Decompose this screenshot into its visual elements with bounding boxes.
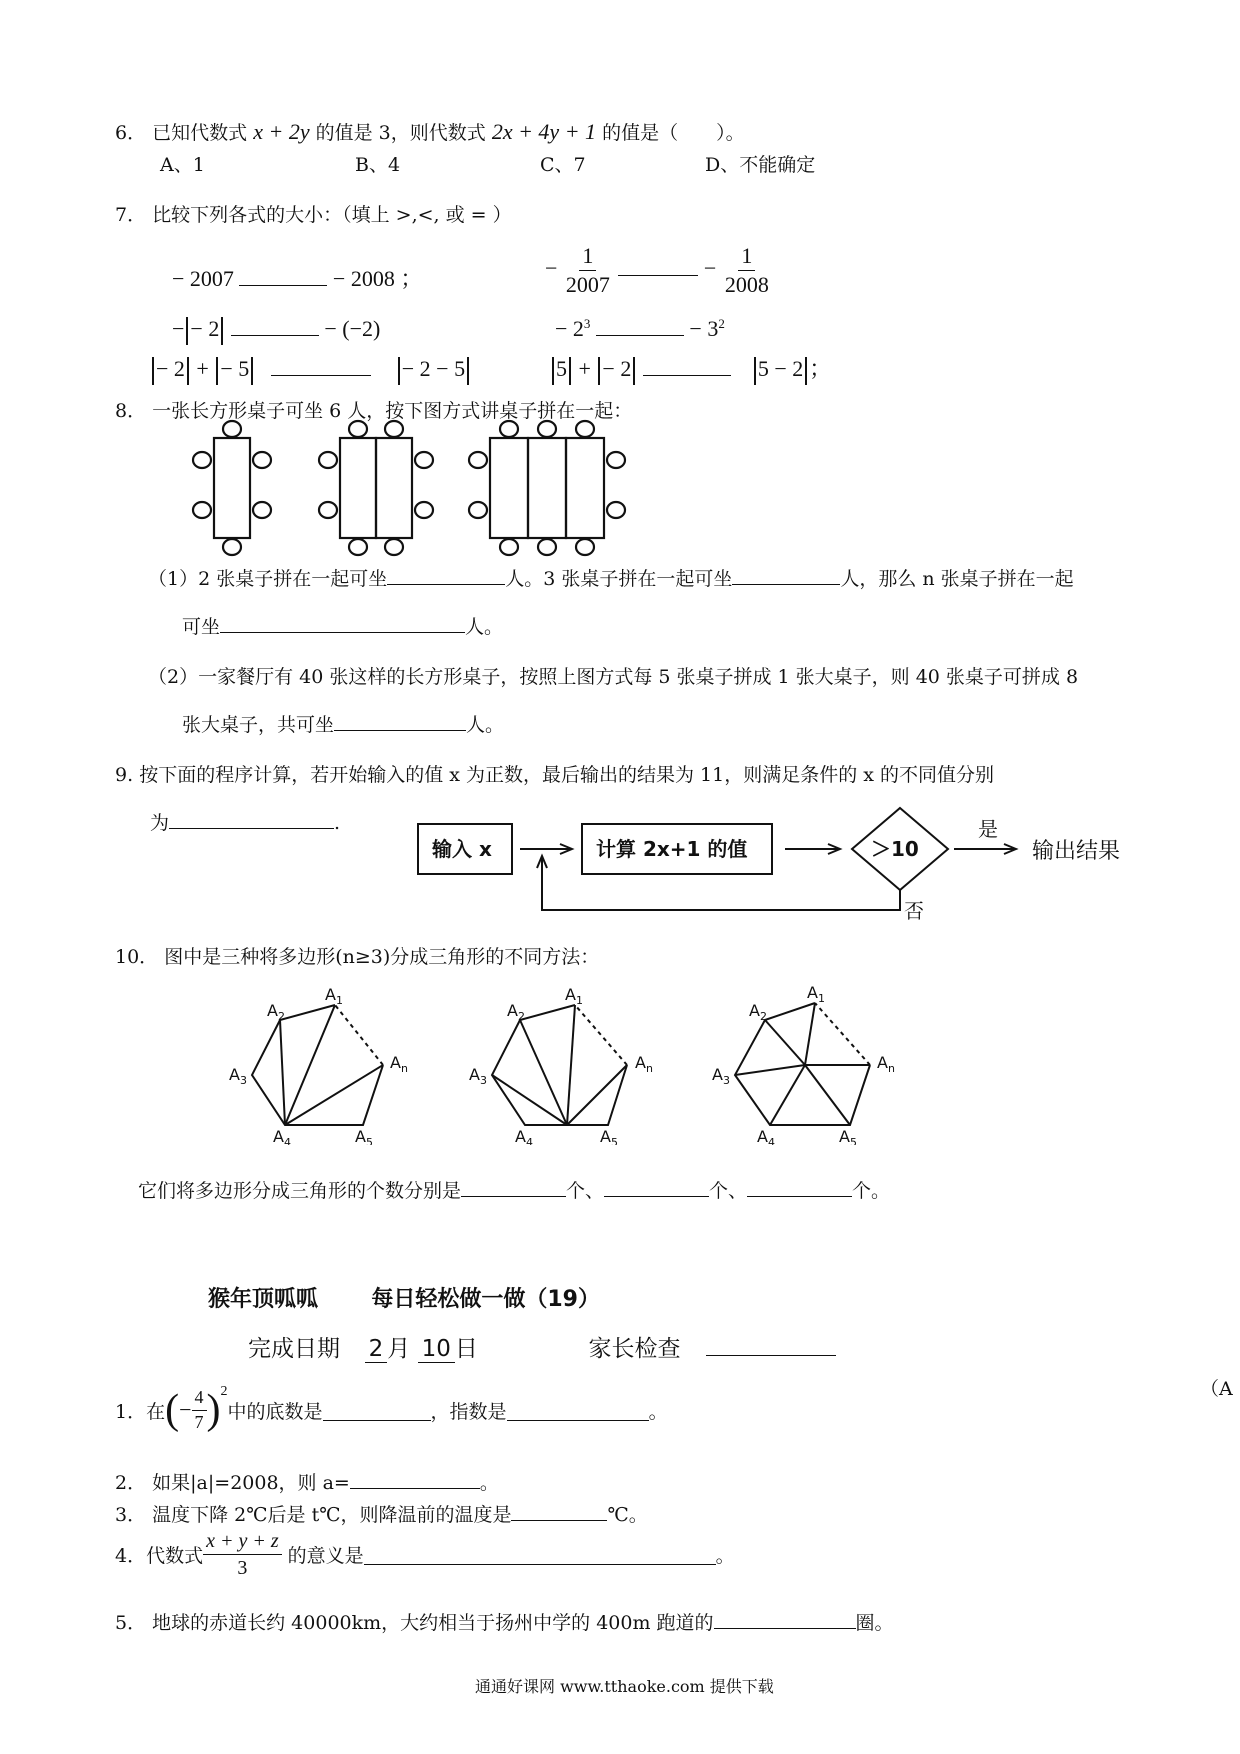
- s1-frac-den: 7: [194, 1411, 204, 1432]
- q9-blank[interactable]: [169, 808, 334, 829]
- label-a2: $A_2$: [749, 1001, 767, 1023]
- q7-row1-left: [172, 262, 422, 293]
- abs-bar: [186, 317, 188, 345]
- q7-frac-2008-den: 2008: [724, 272, 769, 298]
- q6-option-c: C、7: [540, 154, 586, 176]
- polygon-outline: [252, 1005, 383, 1125]
- label-a1: $A_1$: [807, 983, 825, 1005]
- q7-r3plus-2: +: [578, 356, 591, 382]
- q8-part2-line1: [148, 662, 1078, 689]
- s1-pre: 在: [146, 1400, 166, 1423]
- single-table: [193, 421, 271, 555]
- seat-circle: [607, 452, 625, 468]
- q8-p1a: （1）2 张桌子拼在一起可坐: [148, 568, 388, 590]
- q7-frac-2007: [563, 244, 613, 297]
- s1-fraction: [192, 1388, 207, 1433]
- label-an: $A_n$: [635, 1053, 653, 1075]
- label-a4: $A_4$: [515, 1127, 533, 1145]
- q9-text2-end: .: [334, 812, 341, 834]
- seat-circle: [319, 502, 337, 518]
- q6-expr2: 2x + 4y + 1: [491, 119, 597, 144]
- label-a5: $A_5$: [600, 1127, 618, 1145]
- q6-text-post: 的值是（ ）。: [602, 122, 745, 144]
- seat-circle: [223, 539, 241, 555]
- seat-circle: [415, 452, 433, 468]
- q10-answer-line: [138, 1176, 890, 1203]
- s1-exponent: 2: [220, 1384, 228, 1399]
- flowchart: [410, 800, 1150, 925]
- q7-blank-4[interactable]: [596, 312, 684, 336]
- s1-mid2: ，指数是: [430, 1400, 507, 1423]
- page-footer: 通通好课网 www.tthaoke.com 提供下载: [475, 1677, 774, 1696]
- seat-circle: [223, 421, 241, 437]
- q10-text: 图中是三种将多边形(n≥3)分成三角形的不同方法：: [164, 946, 600, 968]
- q7-r3a2: − 5: [220, 356, 250, 382]
- q7-r3c1: 5: [556, 356, 567, 382]
- label-a2: $A_2$: [267, 1001, 285, 1023]
- s5-number: 5．: [115, 1612, 147, 1634]
- s4-mid: 的意义是: [287, 1545, 364, 1567]
- s1-frac-sign: −: [179, 1397, 192, 1423]
- table-rect: [214, 438, 250, 538]
- q9-line: [115, 760, 994, 787]
- label-a4: $A_4$: [757, 1127, 775, 1145]
- q10-blank-2[interactable]: [604, 1176, 709, 1197]
- s1-number: 1．: [115, 1400, 147, 1423]
- s1-end: 。: [648, 1400, 668, 1423]
- q6-expr1: x + 2y: [253, 119, 310, 144]
- abs-bar: [754, 357, 756, 385]
- diagonal: [567, 1005, 575, 1125]
- q7-r2a-in: − 2: [190, 316, 220, 342]
- diagonal: [735, 1065, 805, 1075]
- table-rect: [340, 438, 376, 538]
- q7-r3c2: − 2: [602, 356, 632, 382]
- s3-pre: 温度下降 2℃后是 t℃，则降温前的温度是: [152, 1504, 512, 1526]
- abs-bar: [221, 317, 223, 345]
- output-label: 输出结果: [1032, 839, 1121, 864]
- q7-r2a-pre: −: [172, 316, 185, 342]
- diagonal: [770, 1065, 805, 1125]
- q8-part1-line2: [182, 612, 503, 639]
- table-rect: [566, 438, 604, 538]
- diagonal: [285, 1005, 335, 1125]
- seat-circle: [253, 502, 271, 518]
- abs-bar: [552, 357, 554, 385]
- q7-r1c-sign: −: [545, 255, 558, 281]
- q7-blank-5[interactable]: [271, 352, 371, 376]
- abs-bar: [398, 357, 400, 385]
- margin-mark: （A: [1200, 1378, 1233, 1400]
- yes-label: 是: [978, 817, 998, 841]
- section-title-right: 每日轻松做一做（19）: [371, 1287, 600, 1312]
- q6-number: 6．: [115, 122, 147, 144]
- seat-circle: [469, 502, 487, 518]
- table-arrangement-figure: [180, 418, 640, 558]
- q8-number: 8．: [115, 400, 147, 422]
- s1-blank-1[interactable]: [323, 1400, 431, 1421]
- q7-blank-1[interactable]: [239, 262, 327, 286]
- seat-circle: [415, 502, 433, 518]
- seat-circle: [469, 452, 487, 468]
- abs-bar: [152, 357, 154, 385]
- seat-circle: [193, 502, 211, 518]
- q10-blank-1[interactable]: [461, 1176, 566, 1197]
- q7-r2d: − 3: [689, 316, 719, 342]
- diagonal: [805, 1065, 850, 1125]
- q7-r3a1: − 2: [156, 356, 185, 382]
- abs-bar: [598, 357, 600, 385]
- dashed-edge: [335, 1005, 383, 1065]
- s2-number: 2．: [115, 1472, 147, 1494]
- q9-text: 按下面的程序计算，若开始输入的值 x 为正数，最后输出的结果为 11，则满足条件的 x 的不同值分别: [139, 764, 994, 786]
- dashed-edge: [815, 1003, 870, 1065]
- seat-circle: [385, 421, 403, 437]
- s4-fraction: [203, 1530, 282, 1579]
- seat-circle: [538, 421, 556, 437]
- q6-text-pre: 已知代数式: [152, 122, 248, 144]
- q8-p1d: 可坐: [182, 616, 221, 638]
- s4-number: 4．: [115, 1545, 147, 1567]
- q10-sep2: 个、: [709, 1180, 748, 1202]
- q7-row3-right: [550, 352, 831, 385]
- s2-line: [115, 1468, 499, 1495]
- day-char: 日: [454, 1336, 478, 1362]
- seat-circle: [500, 421, 518, 437]
- s2-blank[interactable]: [350, 1468, 480, 1489]
- label-a5: $A_5$: [355, 1127, 373, 1145]
- q8-part1-line1: [148, 564, 1074, 591]
- q6-option-b: B、4: [355, 154, 401, 176]
- s2-pre: 如果|a|=2008，则 a=: [152, 1472, 350, 1494]
- s1-line: [115, 1384, 668, 1434]
- label-a5: $A_5$: [839, 1127, 857, 1145]
- q7-r3b: − 2 − 5: [401, 356, 466, 382]
- date-month: 2: [365, 1336, 388, 1363]
- s1-frac-num: 4: [192, 1388, 207, 1411]
- q7-r2c: − 2: [555, 316, 584, 342]
- q6-line: [115, 118, 745, 145]
- q7-number: 7．: [115, 204, 147, 226]
- s3-blank[interactable]: [511, 1500, 607, 1521]
- abs-bar: [216, 357, 218, 385]
- q7-r3end: ；: [809, 356, 832, 382]
- q8-p1e: 人。: [465, 616, 504, 638]
- q7-r3plus: +: [196, 356, 209, 382]
- q7-r1a: − 2007: [172, 266, 234, 292]
- date-label: 完成日期: [248, 1336, 340, 1362]
- label-a4: $A_4$: [273, 1127, 291, 1145]
- diagonal: [805, 1003, 815, 1065]
- q7-r2b: − (−2): [324, 316, 381, 342]
- q7-frac-2007-num: 1: [579, 244, 596, 271]
- polygon-triangulation-figure: [225, 980, 925, 1145]
- q7-text: 比较下列各式的大小：（填上 >,<, 或 = ）: [152, 204, 512, 226]
- s3-line: [115, 1500, 648, 1527]
- q8-p2c: 人。: [466, 714, 505, 736]
- q6-option-d: D、不能确定: [705, 154, 816, 176]
- s4-frac-num: x + y + z: [203, 1530, 282, 1555]
- q7-frac-2008-num: 1: [738, 244, 755, 271]
- q7-r2c-exp: 3: [583, 315, 591, 331]
- seat-circle: [576, 421, 594, 437]
- q8-blank-2[interactable]: [732, 564, 840, 585]
- s4-pre: 代数式: [146, 1545, 204, 1567]
- q7-frac-2008: [722, 244, 772, 297]
- q8-p2a: （2）一家餐厅有 40 张这样的长方形桌子，按照上图方式每 5 张桌子拼成 1 张大桌子，则 40 张桌子可拼成 8: [148, 666, 1079, 688]
- seat-circle: [319, 452, 337, 468]
- input-box-label: 输入 x: [432, 837, 492, 861]
- seat-circle: [576, 539, 594, 555]
- label-a1: $A_1$: [325, 985, 343, 1007]
- q8-p1b: 人。3 张桌子拼在一起可坐: [505, 568, 733, 590]
- section-title-left: 猴年顶呱呱: [208, 1287, 319, 1312]
- section-title: [208, 1282, 600, 1313]
- q9-number: 9.: [115, 764, 134, 786]
- seat-circle: [349, 421, 367, 437]
- compute-box-label: 计算 2x+1 的值: [596, 837, 748, 861]
- seat-circle: [193, 452, 211, 468]
- q10-answer-pre: 它们将多边形分成三角形的个数分别是: [138, 1180, 462, 1202]
- abs-bar: [633, 357, 635, 385]
- seat-circle: [253, 452, 271, 468]
- table-rect: [528, 438, 566, 538]
- polygon-method-3: [712, 983, 895, 1145]
- q10-number: 10．: [115, 946, 159, 968]
- label-a3: $A_3$: [712, 1065, 730, 1087]
- abs-bar: [467, 357, 469, 385]
- s4-line: [115, 1530, 735, 1579]
- diagonal: [285, 1065, 383, 1125]
- decision-label: ＞10: [871, 837, 919, 861]
- s5-end: 圈。: [855, 1612, 894, 1634]
- diagonal: [280, 1020, 285, 1125]
- q7-r2d-exp: 2: [718, 315, 725, 331]
- seat-circle: [349, 539, 367, 555]
- s1-paren-close: ): [206, 1387, 221, 1434]
- q8-blank-4[interactable]: [334, 710, 466, 731]
- q9-text2: 为: [150, 812, 170, 834]
- q8-blank-1[interactable]: [387, 564, 505, 585]
- s5-pre: 地球的赤道长约 40000km，大约相当于扬州中学的 400m 跑道的: [152, 1612, 714, 1634]
- s5-blank[interactable]: [714, 1608, 856, 1629]
- q8-part2-line2: [182, 710, 504, 737]
- s1-blank-2[interactable]: [507, 1400, 649, 1421]
- abs-bar: [805, 357, 807, 385]
- q7-row1-right: [545, 244, 772, 297]
- q7-blank-6[interactable]: [643, 352, 731, 376]
- seat-circle: [538, 539, 556, 555]
- q8-text: 一张长方形桌子可坐 6 人，按下图方式讲桌子拼在一起：: [152, 400, 633, 422]
- s4-frac-den: 3: [237, 1557, 248, 1579]
- dashed-edge: [575, 1005, 627, 1065]
- section-date-line: [248, 1330, 836, 1363]
- q7-row2-right: [555, 312, 725, 342]
- q10-sep1: 个、: [566, 1180, 605, 1202]
- s4-blank[interactable]: [364, 1544, 716, 1565]
- loop-back-line: [542, 858, 900, 910]
- month-char: 月: [387, 1336, 411, 1362]
- q8-p1c: 人，那么 n 张桌子拼在一起: [840, 568, 1074, 590]
- q10-answer-end: 个。: [852, 1180, 891, 1202]
- parent-check-label: 家长检查: [588, 1336, 681, 1362]
- s1-paren-open: (: [165, 1387, 180, 1434]
- q7-blank-2[interactable]: [618, 252, 698, 276]
- s2-end: 。: [479, 1472, 499, 1494]
- q9-line2: [150, 808, 340, 835]
- abs-bar: [251, 357, 253, 385]
- q10-blank-3[interactable]: [747, 1176, 852, 1197]
- q8-blank-3[interactable]: [220, 612, 465, 633]
- label-a3: $A_3$: [469, 1065, 487, 1087]
- table-rect: [376, 438, 412, 538]
- q7-row3-left: [150, 352, 471, 385]
- q10-line: [115, 942, 599, 969]
- seat-circle: [500, 539, 518, 555]
- three-tables: [469, 421, 625, 555]
- parent-check-blank[interactable]: [706, 1331, 836, 1356]
- abs-bar: [569, 357, 571, 385]
- label-an: $A_n$: [877, 1053, 895, 1075]
- q7-line: [115, 200, 512, 227]
- s3-end: ℃。: [607, 1504, 648, 1526]
- no-label: 否: [904, 899, 924, 923]
- label-a3: $A_3$: [229, 1065, 247, 1087]
- s4-end: 。: [715, 1545, 735, 1567]
- s5-line: [115, 1608, 894, 1635]
- q7-r1d-sign: −: [703, 255, 717, 281]
- q7-r3d: 5 − 2: [757, 356, 804, 382]
- q8-p2b: 张大桌子，共可坐: [182, 714, 335, 736]
- label-a1: $A_1$: [565, 985, 583, 1007]
- abs-bar: [187, 357, 189, 385]
- s3-number: 3．: [115, 1504, 147, 1526]
- table-rect: [490, 438, 528, 538]
- seat-circle: [385, 539, 403, 555]
- diagonal: [765, 1020, 805, 1065]
- q6-option-a: A、1: [160, 154, 205, 176]
- polygon-method-1: [229, 985, 408, 1145]
- s1-mid: 中的底数是: [227, 1400, 323, 1423]
- q7-frac-2007-den: 2007: [565, 272, 610, 298]
- label-a2: $A_2$: [507, 1001, 525, 1023]
- label-an: $A_n$: [390, 1053, 408, 1075]
- q7-r1b: − 2008 ；: [332, 266, 423, 292]
- polygon-method-2: [469, 985, 653, 1145]
- q6-text-mid: 的值是 3，则代数式: [315, 122, 486, 144]
- q7-row2-left: [172, 312, 380, 345]
- two-tables: [319, 421, 433, 555]
- q7-blank-3[interactable]: [231, 312, 319, 336]
- seat-circle: [607, 502, 625, 518]
- date-day: 10: [418, 1336, 455, 1363]
